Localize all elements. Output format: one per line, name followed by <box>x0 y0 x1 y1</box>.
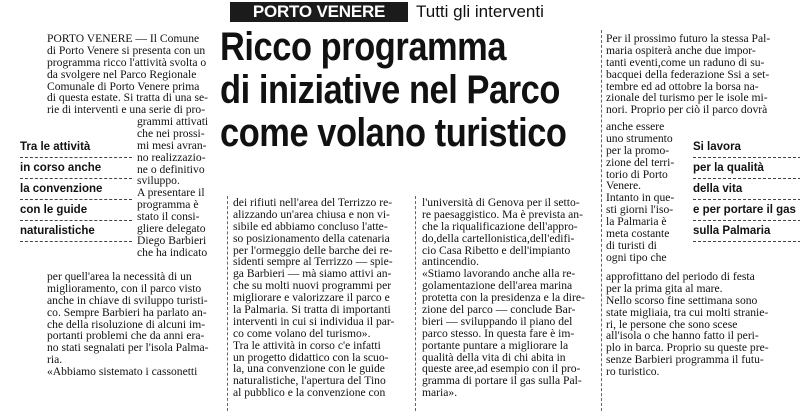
text-line: un progetto didattico con la scuo- <box>233 350 389 364</box>
text-line: all'isola o che hanno fatto il peri- <box>606 329 759 343</box>
text-line: che ha indicato <box>137 245 208 259</box>
text-line: gramma di portare il gas sulla Pal- <box>422 374 582 388</box>
column-rule <box>601 30 602 411</box>
text-line: anche essere <box>606 120 665 133</box>
sidebar-line: per la qualità <box>693 158 800 179</box>
column-1-bottom <box>47 271 208 378</box>
headline-line: di iniziative nel Parco <box>220 68 560 112</box>
sidebar-left-box <box>20 137 132 242</box>
sidebar-line: la convenzione <box>20 179 132 200</box>
text-line: Comunale di Porto Venere prima <box>47 79 200 93</box>
text-line: di questa estate. Si tratta di una se- <box>47 91 208 105</box>
text-line: protetta con la presidenza e la dire- <box>422 291 585 305</box>
section-subtitle: Tutti gli interventi <box>416 2 544 21</box>
text-line: re paesaggistico. Ma è prevista an- <box>422 207 583 221</box>
sidebar-line: con le guide <box>20 200 132 221</box>
text-line: tanti eventi,come un raduno di su- <box>606 55 765 69</box>
text-line: Venere. <box>606 179 642 193</box>
text-line: migliorare e valorizzare il parco e <box>233 291 390 305</box>
text-line: ro turistico. <box>606 365 660 379</box>
column-4-narrow <box>606 121 674 264</box>
text-line: programma è <box>137 198 199 212</box>
column-1-top <box>47 33 208 116</box>
text-line: anche in chiave di sviluppo turisti- <box>47 293 208 307</box>
text-line: do,della cartellonistica,dell'edifi- <box>422 231 575 245</box>
text-line: parco stesso. In questa fare è im- <box>422 326 575 340</box>
text-line: cio Casa Ribetto e dell'impianto <box>422 243 571 257</box>
sidebar-line: naturalistiche <box>20 221 132 242</box>
text-line: so posizionamento della catenaria <box>233 231 390 245</box>
section-kicker: PORTO VENERE <box>230 2 408 22</box>
text-line: ne o definitivo <box>137 162 205 176</box>
text-line: portante puntare a migliorare la <box>422 338 569 352</box>
text-line: uno strumento <box>606 131 673 145</box>
text-line: che la riqualificazione dell'appro- <box>422 219 578 233</box>
column-4-bottom <box>606 271 769 378</box>
text-line: golamentazione dell'area marina <box>422 279 573 293</box>
sidebar-line: della vita <box>693 179 800 200</box>
headline-line: come volano turistico <box>220 111 567 155</box>
text-line: di turisti di <box>606 238 657 252</box>
text-line: ga Barbieri — mà siamo attivi an- <box>233 267 392 281</box>
text-line: naturalistiche, l'apertura del Tino <box>233 374 386 388</box>
text-line: interventi in cui si individua il par- <box>233 314 395 328</box>
text-line: bieri — sviluppando il piano del <box>422 314 573 328</box>
text-line: Intanto in que- <box>606 191 675 205</box>
text-line: zione del parco — conclude Bar- <box>422 303 576 317</box>
text-line: nori. Proprio per ciò il parco dovrà <box>606 103 768 117</box>
column-rule <box>227 196 228 411</box>
text-line: miglioramento, con il parco visto <box>47 281 202 295</box>
text-line: portanti problemi che da anni era- <box>47 329 205 343</box>
text-line: Tra le attività in corso c'e infatti <box>233 338 381 352</box>
text-line: maria». <box>422 386 458 400</box>
sidebar-line: Si lavora <box>693 137 800 158</box>
text-line: co come volano del turismo». <box>233 326 371 340</box>
sidebar-line: in corso anche <box>20 158 132 179</box>
text-line: la Palmaria è <box>606 215 667 229</box>
text-line: Per il prossimo futuro la stessa Pal- <box>606 32 771 45</box>
text-line: grammi attivati <box>137 115 209 128</box>
text-line: rie di interventi e una serie di pro- <box>47 103 206 117</box>
column-1-narrow <box>137 116 208 259</box>
text-line: che della risoluzione di alcuni im- <box>47 317 206 331</box>
column-3 <box>422 197 585 399</box>
sidebar-line: Tra le attività <box>20 137 132 158</box>
text-line: che nei prossi- <box>137 126 205 140</box>
text-line: meta costante <box>606 227 670 241</box>
text-line: dei rifiuti nell'area del Terrizzo re- <box>233 196 393 209</box>
text-line: di Porto Venere si presenta con un <box>47 43 206 57</box>
text-line: che su molti nuovi programmi per <box>233 279 392 293</box>
column-4-top <box>606 33 770 116</box>
text-line: per l'ormeggio delle barche dei re- <box>233 243 393 257</box>
text-line: da svolgere nel Parco Regionale <box>47 67 197 81</box>
text-line: zione del terri- <box>606 155 675 169</box>
text-line: «Stiamo lavorando anche alla re- <box>422 267 576 281</box>
text-line: per la prima gita al mare. <box>606 281 723 295</box>
text-line: al pubblico e la convenzione con <box>233 386 386 400</box>
text-line: «Abbiamo sistemato i cassonetti <box>47 365 198 379</box>
text-line: sidenti sempre al Terrizzo — spie- <box>233 255 393 269</box>
text-line: co. Sempre Barbieri ha parlato an- <box>47 305 207 319</box>
text-line: gliere delegato <box>137 222 206 236</box>
text-line: programma ricco l'attività svolta o <box>47 55 207 69</box>
text-line: queste aree,ad esempio con il pro- <box>422 362 581 376</box>
text-line: no stati segnalati per l'isola Palma- <box>47 341 209 355</box>
text-line: bacquei della federazione Ssi a set- <box>606 67 770 81</box>
sidebar-line: e per portare il gas <box>693 200 800 221</box>
text-line: sibile ed abbiamo concluso l'atte- <box>233 219 388 233</box>
sidebar-line: sulla Palmaria <box>693 221 800 242</box>
text-line: state migliaia, tra cui molti stranie- <box>606 305 769 319</box>
text-line: approfittano del periodo di festa <box>606 270 755 283</box>
text-line: ogni tipo che <box>606 250 667 264</box>
sidebar-right-box <box>693 137 800 242</box>
text-line: per quell'area la necessità di un <box>47 270 192 283</box>
column-rule <box>415 196 416 411</box>
text-line: mi mesi avran- <box>137 138 207 152</box>
text-line: Diego Barbieri <box>137 233 207 247</box>
text-line: sviluppo. <box>137 174 180 188</box>
text-line: senze Barbieri programma il futu- <box>606 353 764 367</box>
text-line: no realizzazio- <box>137 150 206 164</box>
text-line: per la promo- <box>606 143 670 157</box>
text-line: qualità della vita di chi abita in <box>422 350 566 364</box>
text-line: tembre ed ad ottobre la borsa na- <box>606 79 759 93</box>
text-line: PORTO VENERE — Il Comune <box>47 32 200 45</box>
text-line: torio di Porto <box>606 167 668 181</box>
text-line: sti giorni l'iso- <box>606 203 674 217</box>
text-line: antincendio. <box>422 255 479 269</box>
text-line: plo in barca. Proprio su queste pre- <box>606 341 769 355</box>
text-line: la Palmaria. Si tratta di importanti <box>233 303 391 317</box>
column-2 <box>233 197 394 399</box>
text-line: ria. <box>47 353 63 367</box>
text-line: zionale del turismo per le isole mi- <box>606 91 768 105</box>
headline-line: Ricco programma <box>220 25 507 69</box>
text-line: la, una convenzione con le guide <box>233 362 385 376</box>
headline <box>220 25 567 155</box>
text-line: stato il consi- <box>137 210 200 224</box>
text-line: l'università di Genova per il setto- <box>422 196 580 209</box>
text-line: A presentare il <box>137 186 205 200</box>
text-line: alizzando un'area chiusa e non vi- <box>233 207 390 221</box>
text-line: Nello scorso fine settimana sono <box>606 293 758 307</box>
text-line: maria ospiterà anche due impor- <box>606 43 756 57</box>
text-line: ri, le persone che sono scese <box>606 317 738 331</box>
